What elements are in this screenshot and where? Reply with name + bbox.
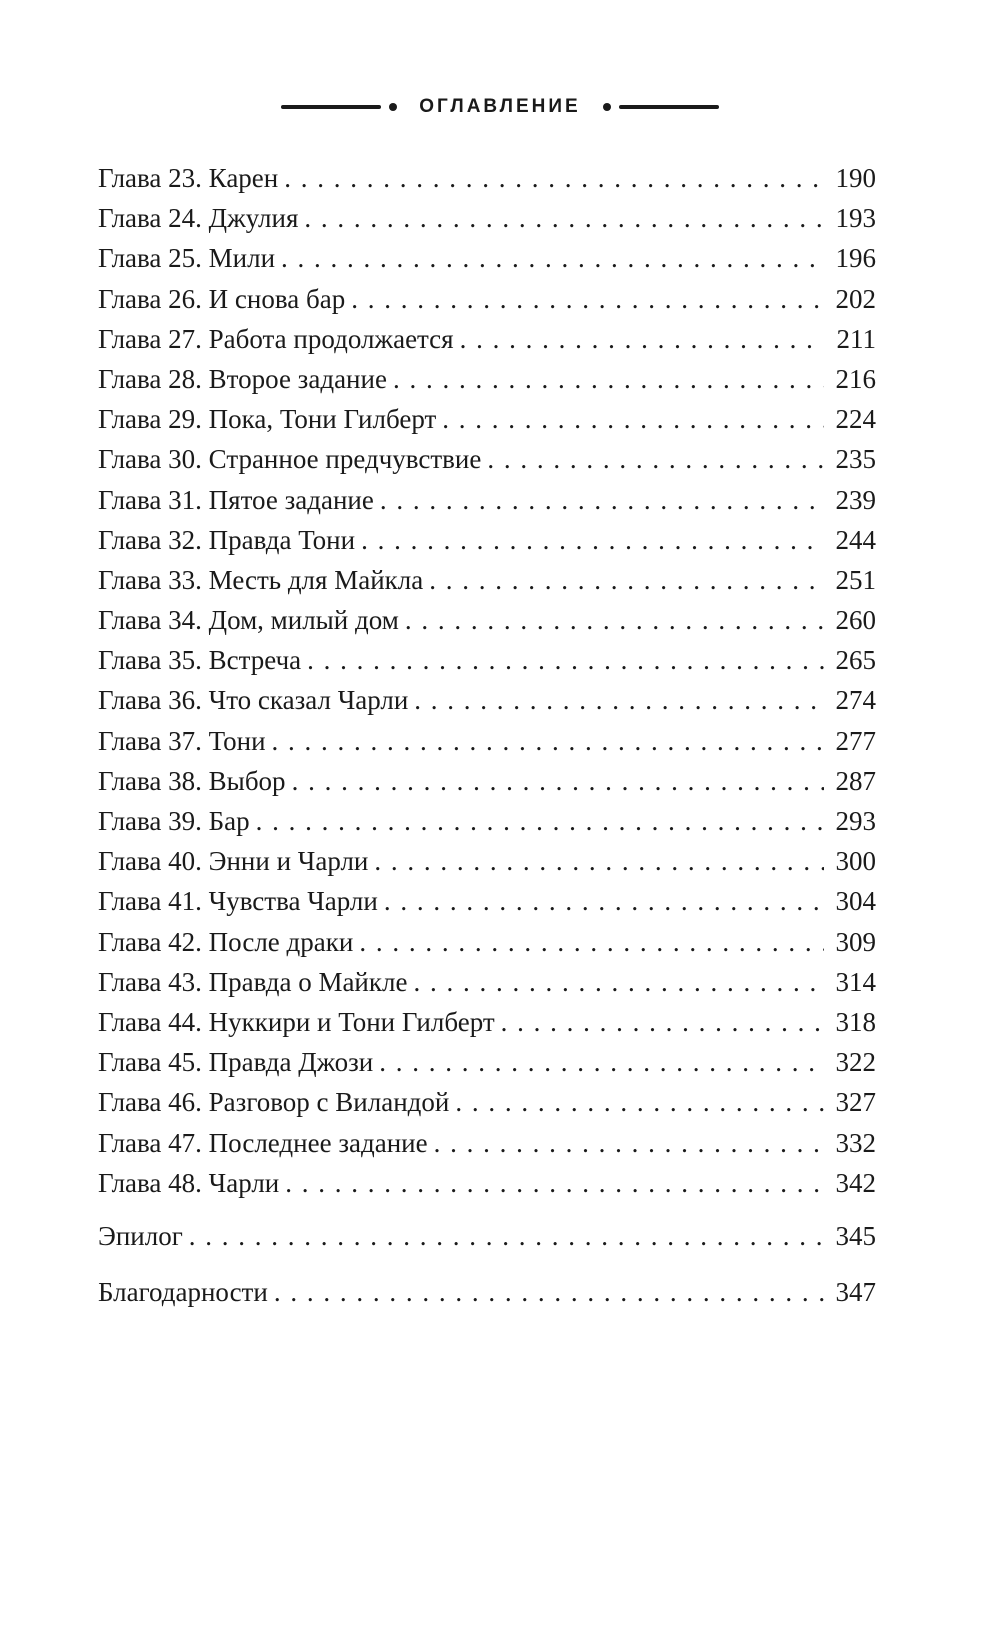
toc-page-number: 239 <box>835 484 876 515</box>
toc-page-number: 274 <box>835 685 876 716</box>
toc-row <box>98 922 876 962</box>
toc-acknowledgements <box>98 1272 876 1312</box>
toc-entry-title: Глава 25. Мили <box>98 243 276 274</box>
dot-leader <box>274 1272 824 1312</box>
dot-leader <box>281 238 824 278</box>
toc-row <box>98 1216 876 1256</box>
rule-dot <box>389 103 397 111</box>
toc-row <box>98 1002 876 1042</box>
toc-row <box>98 439 876 479</box>
toc-entry-title: Глава 26. И снова бар <box>98 283 346 314</box>
dot-leader <box>351 279 824 319</box>
dot-leader <box>455 1082 824 1122</box>
toc-page-number: 260 <box>835 605 876 636</box>
toc-row <box>98 640 876 680</box>
toc-entry-title: Глава 29. Пока, Тони Гилберт <box>98 404 437 435</box>
toc-page-number: 327 <box>835 1087 876 1118</box>
page-title: ОГЛАВЛЕНИЕ <box>419 96 581 117</box>
toc-row <box>98 198 876 238</box>
dot-leader <box>405 600 824 640</box>
header-rule-left <box>281 103 397 111</box>
toc-entry-title: Глава 33. Месть для Майкла <box>98 564 424 595</box>
toc-entry-title: Глава 39. Бар <box>98 806 250 836</box>
toc-page-number: 196 <box>835 243 876 274</box>
toc-page-number: 314 <box>835 966 876 997</box>
dot-leader <box>413 962 824 1002</box>
dot-leader <box>429 560 824 600</box>
toc-entry-title: Глава 40. Энни и Чарли <box>98 846 369 877</box>
dot-leader <box>361 520 824 560</box>
toc-page-number: 293 <box>835 806 876 836</box>
toc-row <box>98 841 876 881</box>
toc-row <box>98 962 876 1002</box>
toc-page-number: 300 <box>835 846 876 877</box>
toc-page-number: 332 <box>835 1127 876 1158</box>
toc-entry-title: Глава 43. Правда о Майкле <box>98 966 408 997</box>
dot-leader <box>374 841 824 881</box>
toc-page-number: 318 <box>835 1006 876 1037</box>
toc-row <box>98 600 876 640</box>
toc-row <box>98 680 876 720</box>
toc-entry-title: Глава 37. Тони <box>98 725 266 756</box>
toc-page-number: 251 <box>835 564 876 595</box>
toc-entry-title: Глава 24. Джулия <box>98 203 299 234</box>
dot-leader <box>414 680 824 720</box>
toc-entry-title: Глава 42. После драки <box>98 926 354 957</box>
toc-page-number: 202 <box>835 283 876 314</box>
toc-epilogue <box>98 1216 876 1256</box>
toc-page-number: 309 <box>835 926 876 957</box>
toc-entry-title: Глава 31. Пятое задание <box>98 484 374 515</box>
toc-row <box>98 801 876 841</box>
toc-chapter-list <box>98 158 876 1203</box>
toc-page-number: 342 <box>835 1167 876 1198</box>
dot-leader <box>379 1042 824 1082</box>
toc-row <box>98 721 876 761</box>
toc-entry-title: Эпилог <box>98 1221 183 1251</box>
toc-entry-title: Глава 48. Чарли <box>98 1167 280 1198</box>
toc-entry-title: Глава 36. Что сказал Чарли <box>98 685 409 716</box>
toc-row <box>98 560 876 600</box>
toc-page-number: 322 <box>835 1047 876 1078</box>
toc-entry-title: Глава 23. Карен <box>98 163 279 193</box>
toc-page-number: 224 <box>835 404 876 435</box>
toc-row <box>98 319 876 359</box>
toc-row <box>98 158 876 198</box>
toc-entry-title: Глава 41. Чувства Чарли <box>98 886 378 917</box>
dot-leader <box>442 399 824 439</box>
toc-entry-title: Глава 38. Выбор <box>98 765 286 796</box>
toc-row <box>98 238 876 278</box>
header-rule-right <box>603 103 719 111</box>
dot-leader <box>284 158 824 198</box>
dot-leader <box>189 1216 824 1256</box>
toc-row <box>98 1042 876 1082</box>
toc-entry-title: Глава 46. Разговор с Виландой <box>98 1087 450 1118</box>
toc-page-number: 304 <box>835 886 876 917</box>
dot-leader <box>304 198 824 238</box>
toc-entry-title: Глава 44. Нуккири и Тони Гилберт <box>98 1006 495 1037</box>
dot-leader <box>307 640 824 680</box>
toc-row <box>98 1082 876 1122</box>
toc-entry-title: Глава 47. Последнее задание <box>98 1127 428 1158</box>
toc-page-number: 211 <box>836 323 876 354</box>
toc-row <box>98 761 876 801</box>
toc-page-number: 347 <box>835 1277 876 1307</box>
toc-entry-title: Глава 32. Правда Тони <box>98 524 356 555</box>
rule-line <box>619 105 719 109</box>
toc-page-number: 265 <box>835 645 876 676</box>
toc-entry-title: Глава 28. Второе задание <box>98 363 387 394</box>
toc-entry-title: Глава 35. Встреча <box>98 645 302 676</box>
toc-page-number: 287 <box>835 765 876 796</box>
dot-leader <box>460 319 824 359</box>
toc-page-number: 193 <box>835 203 876 234</box>
dot-leader <box>285 1163 824 1203</box>
toc-row <box>98 399 876 439</box>
toc-entry-title: Глава 34. Дом, милый дом <box>98 605 399 636</box>
toc-header <box>0 92 1000 122</box>
toc-entry-title: Глава 27. Работа продолжается <box>98 323 454 354</box>
dot-leader <box>380 480 824 520</box>
toc-row <box>98 1163 876 1203</box>
toc-page-number: 244 <box>835 524 876 555</box>
rule-line <box>281 105 381 109</box>
toc-row <box>98 279 876 319</box>
toc-page-number: 235 <box>835 444 876 475</box>
toc-row <box>98 520 876 560</box>
dot-leader <box>384 881 824 921</box>
dot-leader <box>487 439 824 479</box>
toc-row <box>98 359 876 399</box>
rule-dot <box>603 103 611 111</box>
dot-leader <box>292 761 824 801</box>
dot-leader <box>359 922 824 962</box>
toc-entry-title: Глава 45. Правда Джози <box>98 1047 374 1078</box>
toc-entry-title: Благодарности <box>98 1277 268 1307</box>
toc-row <box>98 480 876 520</box>
toc-row <box>98 881 876 921</box>
toc-page-number: 345 <box>835 1221 876 1251</box>
toc-page-number: 277 <box>835 725 876 756</box>
toc-row <box>98 1272 876 1312</box>
dot-leader <box>501 1002 824 1042</box>
toc-entry-title: Глава 30. Странное предчувствие <box>98 444 482 475</box>
dot-leader <box>393 359 824 399</box>
dot-leader <box>272 721 824 761</box>
dot-leader <box>256 801 824 841</box>
toc-row <box>98 1123 876 1163</box>
toc-page-number: 190 <box>835 163 876 193</box>
toc-page-number: 216 <box>835 363 876 394</box>
dot-leader <box>434 1123 824 1163</box>
